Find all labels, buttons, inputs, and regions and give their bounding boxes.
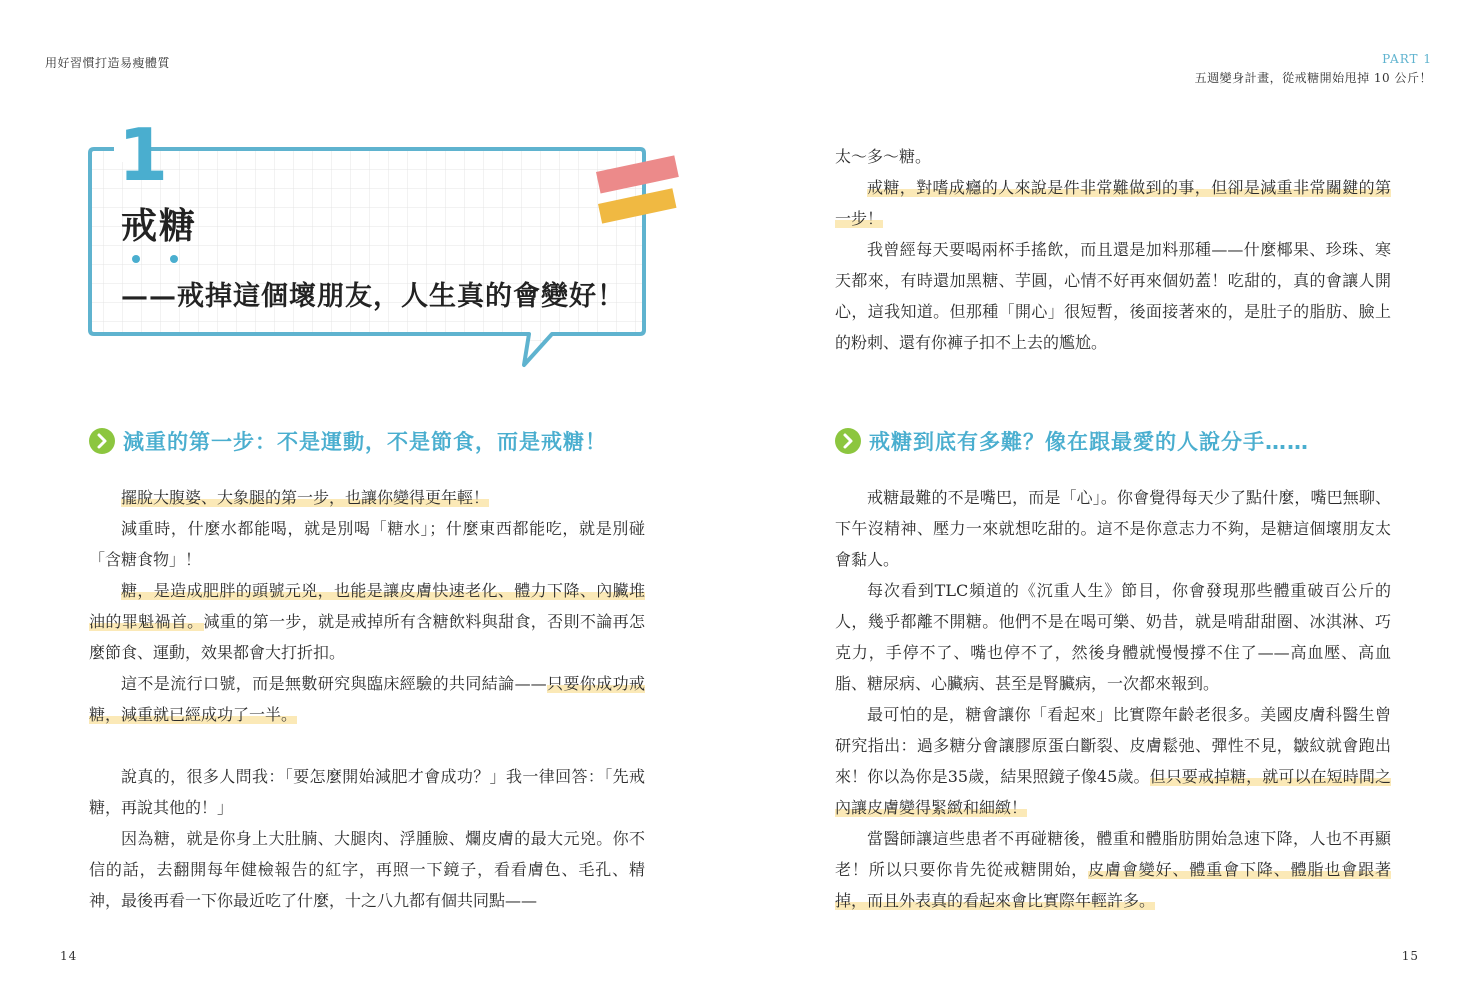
- paragraph: 我曾經每天要喝兩杯手搖飲，而且還是加料那種——什麼椰果、珍珠、寒天都來，有時還加黑糖、芋圓，心情不好再來個奶蓋！吃甜的，真的會讓人開心，這我知道。但那種「開心」很短暫，後面接著來的，是肚子的脂肪、臉上的粉刺、還有你褲子扣不上去的尷尬。: [835, 240, 1391, 352]
- paragraph: 因為糖，就是你身上大肚腩、大腿肉、浮腫臉、爛皮膚的最大元兇。你不信的話，去翻開每年健檢報告的紅字，再照一下鏡子，看看膚色、毛孔、精神，最後再看一下你最近吃了什麼，十之八九都有個共同點——: [89, 829, 645, 910]
- chevron-right-icon: [89, 428, 115, 454]
- chapter-subtitle: ——戒掉這個壞朋友，人生真的會變好！: [121, 281, 625, 312]
- paragraph: 太～多～糖。: [835, 147, 932, 166]
- paragraph: 糖，是造成肥胖的頭號元兇，也能是讓皮膚快速老化、體力下降、內臟堆油的罪魁禍首。減重的第一步，就是戒掉所有含糖飲料與甜食，否則不論再怎麼節食、運動，效果都會大打折扣。: [89, 581, 645, 662]
- part-subtitle: 五週變身計畫，從戒糖開始甩掉 10 公斤！: [1194, 71, 1432, 85]
- part-label: PART 1: [1382, 52, 1432, 66]
- section-heading-text: 減重的第一步：不是運動，不是節食，而是戒糖！: [123, 430, 607, 454]
- paragraph: 每次看到TLC頻道的《沉重人生》節目，你會發現那些體重破百公斤的人，幾乎都離不開糖。他們不是在喝可樂、奶昔，就是啃甜甜圈、冰淇淋、巧克力，手停不了、嘴也停不了，然後身體就慢慢撐不住了——高血壓、高血脂、糖尿病、心臟病、甚至是腎臟病，一次都來報到。: [835, 581, 1391, 693]
- section-heading-text: 戒糖到底有多難？像在跟最愛的人說分手……: [869, 430, 1309, 454]
- highlight-text: 只要你成功戒糖，減重就已經成功了一半。: [89, 674, 645, 724]
- paragraph: 這不是流行口號，而是無數研究與臨床經驗的共同結論——只要你成功戒糖，減重就已經成功了一半。: [89, 674, 645, 724]
- paragraph: 最可怕的是，糖會讓你「看起來」比實際年齡老很多。美國皮膚科醫生曾研究指出：過多糖分會讓膠原蛋白斷裂、皮膚鬆弛、彈性不見，皺紋就會跑出來！你以為你是35歲，結果照鏡子像45歲。但只要戒掉糖，就可以在短時間之內讓皮膚變得緊緻和細緻！: [835, 705, 1391, 817]
- right-top-text: [835, 141, 1391, 358]
- highlight-text: 戒糖，對嗜成癮的人來說是件非常難做到的事，但卻是減重非常關鍵的第一步！: [835, 178, 1391, 228]
- right-column-text: [835, 482, 1391, 916]
- page-number-left: 14: [60, 949, 78, 963]
- section-heading-right: [835, 426, 1309, 456]
- paragraph: [89, 482, 645, 513]
- highlight-text: 糖，是造成肥胖的頭號元兇，也能是讓皮膚快速老化、體力下降、內臟堆油的罪魁禍首。: [89, 581, 645, 631]
- paragraph: [835, 172, 1391, 234]
- paragraph: 說真的，很多人問我：「要怎麼開始減肥才會成功？」我一律回答：「先戒糖，再說其他的！」: [89, 767, 645, 817]
- highlight-text: 皮膚會變好、體重會下降、體脂也會跟著掉，而且外表真的看起來會比實際年輕許多。: [835, 860, 1391, 910]
- running-header-right: [1195, 52, 1432, 86]
- page-number-right: 15: [1401, 949, 1419, 963]
- highlight-text: 擺脫大腹婆、大象腿的第一步，也讓你變得更年輕！: [121, 488, 490, 507]
- section-heading-left: [89, 426, 607, 456]
- highlight-text: 但只要戒掉糖，就可以在短時間之內讓皮膚變得緊緻和細緻！: [835, 767, 1391, 817]
- chapter-title: 戒糖: [121, 205, 198, 247]
- paragraph: 減重時，什麼水都能喝，就是別喝「糖水」；什麼東西都能吃，就是別碰「含糖食物」！: [89, 519, 645, 569]
- running-header-left: 用好習慣打造易瘦體質: [45, 56, 171, 70]
- chapter-number: 1: [118, 113, 169, 197]
- paragraph: 戒糖最難的不是嘴巴，而是「心」。你會覺得每天少了點什麼，嘴巴無聊、下午沒精神、壓力一來就想吃甜的。這不是你意志力不夠，是糖這個壞朋友太會黏人。: [835, 488, 1391, 569]
- left-column-text: [89, 482, 645, 916]
- chevron-right-icon: [835, 428, 861, 454]
- paragraph: 當醫師讓這些患者不再碰糖後，體重和體脂肪開始急速下降，人也不再顯老！所以只要你肯先從戒糖開始，皮膚會變好、體重會下降、體脂也會跟著掉，而且外表真的看起來會比實際年輕許多。: [835, 829, 1391, 910]
